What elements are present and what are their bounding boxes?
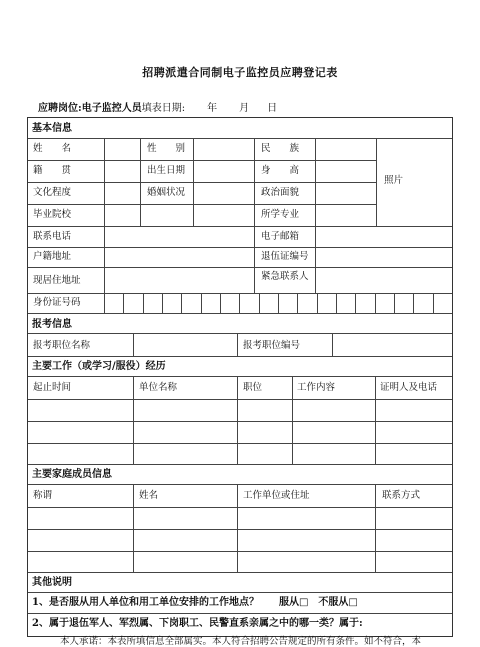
other-header: 其他说明 bbox=[32, 577, 72, 588]
family-col-name: 姓名 bbox=[139, 490, 159, 501]
work-header: 主要工作（或学习/服役）经历 bbox=[32, 361, 166, 372]
id-digit-divider bbox=[433, 293, 434, 313]
id-digit-divider bbox=[220, 293, 221, 313]
birthdate-label: 出生日期 bbox=[147, 165, 186, 176]
email-label: 电子邮箱 bbox=[261, 231, 300, 242]
date-month: 月 bbox=[239, 103, 250, 114]
date-year: 年 bbox=[207, 103, 218, 114]
id-digit-divider bbox=[394, 293, 395, 313]
marital-label: 婚姻状况 bbox=[147, 187, 186, 198]
id-digit-divider bbox=[355, 293, 356, 313]
id-digit-divider bbox=[259, 293, 260, 313]
retire-cert-label: 退伍证编号 bbox=[261, 251, 309, 262]
id-number-label: 身份证号码 bbox=[33, 297, 81, 308]
date-label: 填表日期: bbox=[141, 103, 186, 114]
question-category: 2、属于退伍军人、军烈属、下岗职工、民警直系亲属之中的哪一类？属于: bbox=[32, 618, 363, 629]
question-work-location: 1、是否服从用人单位和用工单位安排的工作地点？ 服从□ 不服从□ bbox=[32, 597, 358, 608]
major-label: 所学专业 bbox=[261, 209, 300, 220]
work-col-position: 职位 bbox=[243, 382, 263, 393]
photo-label: 照片 bbox=[384, 175, 404, 186]
family-col-relation: 称谓 bbox=[33, 490, 53, 501]
form-subheader bbox=[38, 99, 277, 114]
family-col-contact: 联系方式 bbox=[382, 490, 421, 501]
phone-label: 联系电话 bbox=[33, 231, 72, 242]
work-col-unit: 单位名称 bbox=[139, 382, 178, 393]
emergency-label: 紧急联系人 bbox=[261, 271, 309, 282]
registration-form bbox=[27, 117, 453, 637]
education-label: 文化程度 bbox=[33, 187, 72, 198]
position-name-label: 报考职位名称 bbox=[33, 340, 91, 351]
id-digit-divider bbox=[317, 293, 318, 313]
apply-info-header: 报考信息 bbox=[32, 319, 72, 330]
work-col-reference: 证明人及电话 bbox=[380, 382, 438, 393]
id-digit-divider bbox=[181, 293, 182, 313]
id-digit-divider bbox=[278, 293, 279, 313]
promise-statement: 本人承诺：本表所填信息全部属实。本人符合招聘公告规定的所有条件。如不符合，本 bbox=[60, 636, 422, 647]
id-digit-divider bbox=[336, 293, 337, 313]
id-digit-divider bbox=[201, 293, 202, 313]
hukou-label: 户籍地址 bbox=[33, 251, 72, 262]
id-digit-divider bbox=[413, 293, 414, 313]
origin-label: 籍 贯 bbox=[33, 165, 72, 176]
ethnicity-label: 民 族 bbox=[261, 143, 300, 154]
id-digit-divider bbox=[239, 293, 240, 313]
family-col-workplace: 工作单位或住址 bbox=[243, 490, 310, 501]
work-col-content: 工作内容 bbox=[297, 382, 336, 393]
height-label: 身 高 bbox=[261, 165, 300, 176]
id-digit-divider bbox=[143, 293, 144, 313]
basic-info-header: 基本信息 bbox=[32, 123, 72, 134]
position-value: 电子监控人员 bbox=[81, 103, 142, 114]
school-label: 毕业院校 bbox=[33, 209, 72, 220]
work-col-period: 起止时间 bbox=[33, 382, 72, 393]
address-label: 现居住地址 bbox=[33, 275, 81, 286]
gender-label: 性 别 bbox=[147, 143, 186, 154]
position-label: 应聘岗位: bbox=[38, 103, 82, 114]
date-day: 日 bbox=[267, 103, 278, 114]
id-digit-divider bbox=[375, 293, 376, 313]
id-digit-divider bbox=[162, 293, 163, 313]
form-title: 招聘派遣合同制电子监控员应聘登记表 bbox=[142, 66, 338, 79]
position-code-label: 报考职位编号 bbox=[243, 340, 301, 351]
political-label: 政治面貌 bbox=[261, 187, 300, 198]
id-digit-divider bbox=[297, 293, 298, 313]
family-header: 主要家庭成员信息 bbox=[32, 469, 112, 480]
name-label: 姓 名 bbox=[33, 143, 72, 154]
id-digit-divider bbox=[123, 293, 124, 313]
